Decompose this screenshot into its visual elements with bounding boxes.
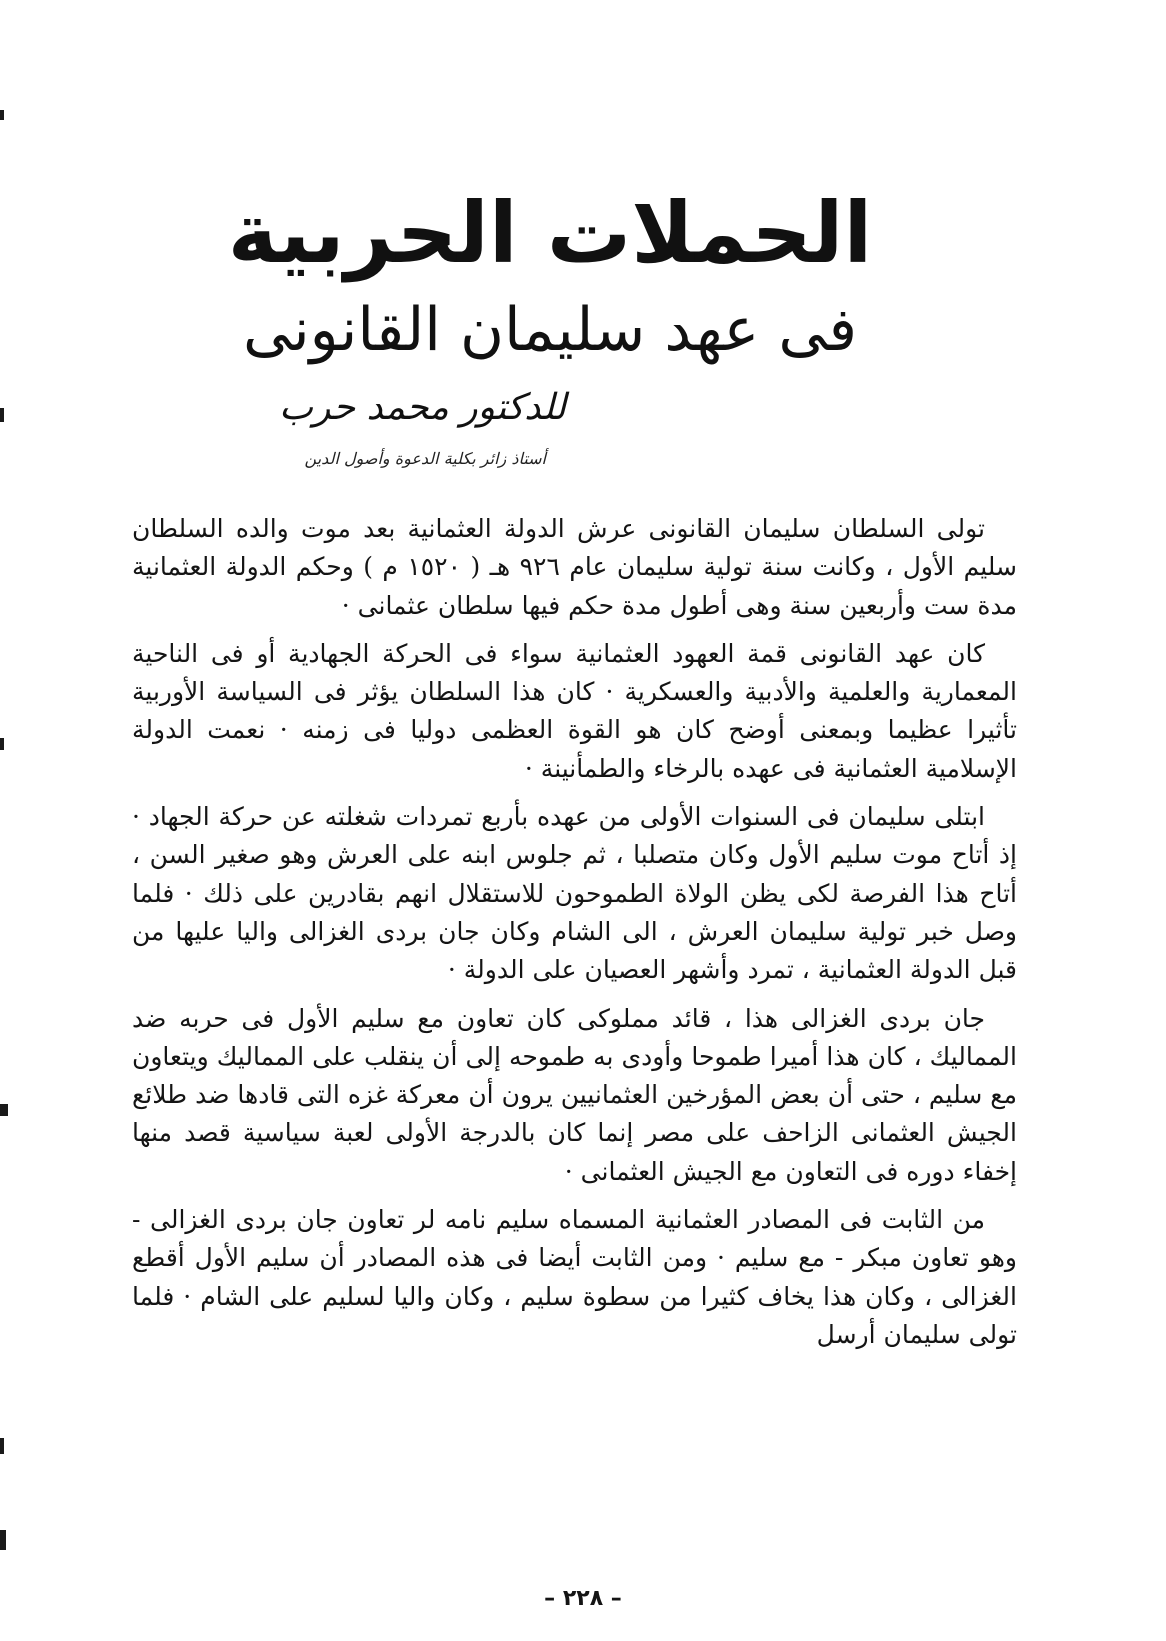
scan-edge-mark (0, 738, 4, 750)
paragraph: تولى السلطان سليمان القانونى عرش الدولة العثمانية بعد موت والده السلطان سليم الأول ، وكانت سنة تولية سليمان عام ٩٢٦ هـ ( ١٥٢٠ م ) وحكم الدولة العثمانية مدة ست وأربعين سنة وهى أطول مدة حكم فيها سلطان عثمانى · (132, 514, 1017, 620)
scan-edge-mark (0, 1530, 6, 1550)
scan-edge-mark (0, 1438, 4, 1454)
paragraph: من الثابت فى المصادر العثمانية المسماه سليم نامه لر تعاون جان بردى الغزالى - وهو تعاون مبكر - مع سليم · ومن الثابت أيضا فى هذه المصادر أن سليم الأول أقطع الغزالى ، وكان هذا يخاف كثيرا من سطوة سليم ، وكان واليا لسليم على الشام · فلما تولى سليمان أرسل (132, 1205, 1017, 1349)
article-title: الحملات الحربية (227, 184, 873, 282)
author-affiliation: أستاذ زائر بكلية الدعوة وأصول الدين (304, 449, 546, 468)
scan-edge-mark (0, 408, 4, 422)
article-subtitle: فى عهد سليمان القانونى (242, 295, 858, 365)
author-name: للدكتور محمد حرب (279, 387, 566, 428)
scan-edge-mark (0, 1104, 8, 1116)
paragraph: ابتلى سليمان فى السنوات الأولى من عهده بأربع تمردات شغلته عن حركة الجهاد · إذ أتاح موت سليم الأول وكان متصلبا ، ثم جلوس ابنه على العرش وهو صغير السن ، أتاح هذا الفرصة لكى يظن الولاة الطموحون للاستقلال انهم بقادرين على ذلك · فلما وصل خبر تولية سليمان العرش ، الى الشام وكان جان بردى الغزالى واليا عليها من قبل الدولة العثمانية ، تمرد وأشهر العصيان على الدولة · (132, 802, 1017, 985)
scan-edge-mark (0, 110, 4, 120)
paragraph: جان بردى الغزالى هذا ، قائد مملوكى كان تعاون مع سليم الأول فى حربه ضد المماليك ، كان هذا أميرا طموحا وأودى به طموحه إلى أن ينقلب على المماليك ويتعاون مع سليم ، حتى أن بعض المؤرخين العثمانيين يرون أن معركة غزه التى قادها ضد طلائع الجيش العثمانى الزاحف على مصر إنما كان بالدرجة الأولى لعبة سياسية قصد منها إخفاء دوره فى التعاون مع الجيش العثمانى · (132, 1003, 1017, 1186)
page-number: – ٢٢٨ – (544, 1586, 622, 1611)
article-body (132, 510, 1017, 1364)
paragraph: كان عهد القانونى قمة العهود العثمانية سواء فى الحركة الجهادية أو فى الناحية المعمارية والعلمية والأدبية والعسكرية · كان هذا السلطان يؤثر فى السياسة الأوربية تأثيرا عظيما وبمعنى أوضح كان هو القوة العظمى دوليا فى زمنه · نعمت الدولة الإسلامية العثمانية فى عهده بالرخاء والطمأنينة · (132, 638, 1017, 783)
